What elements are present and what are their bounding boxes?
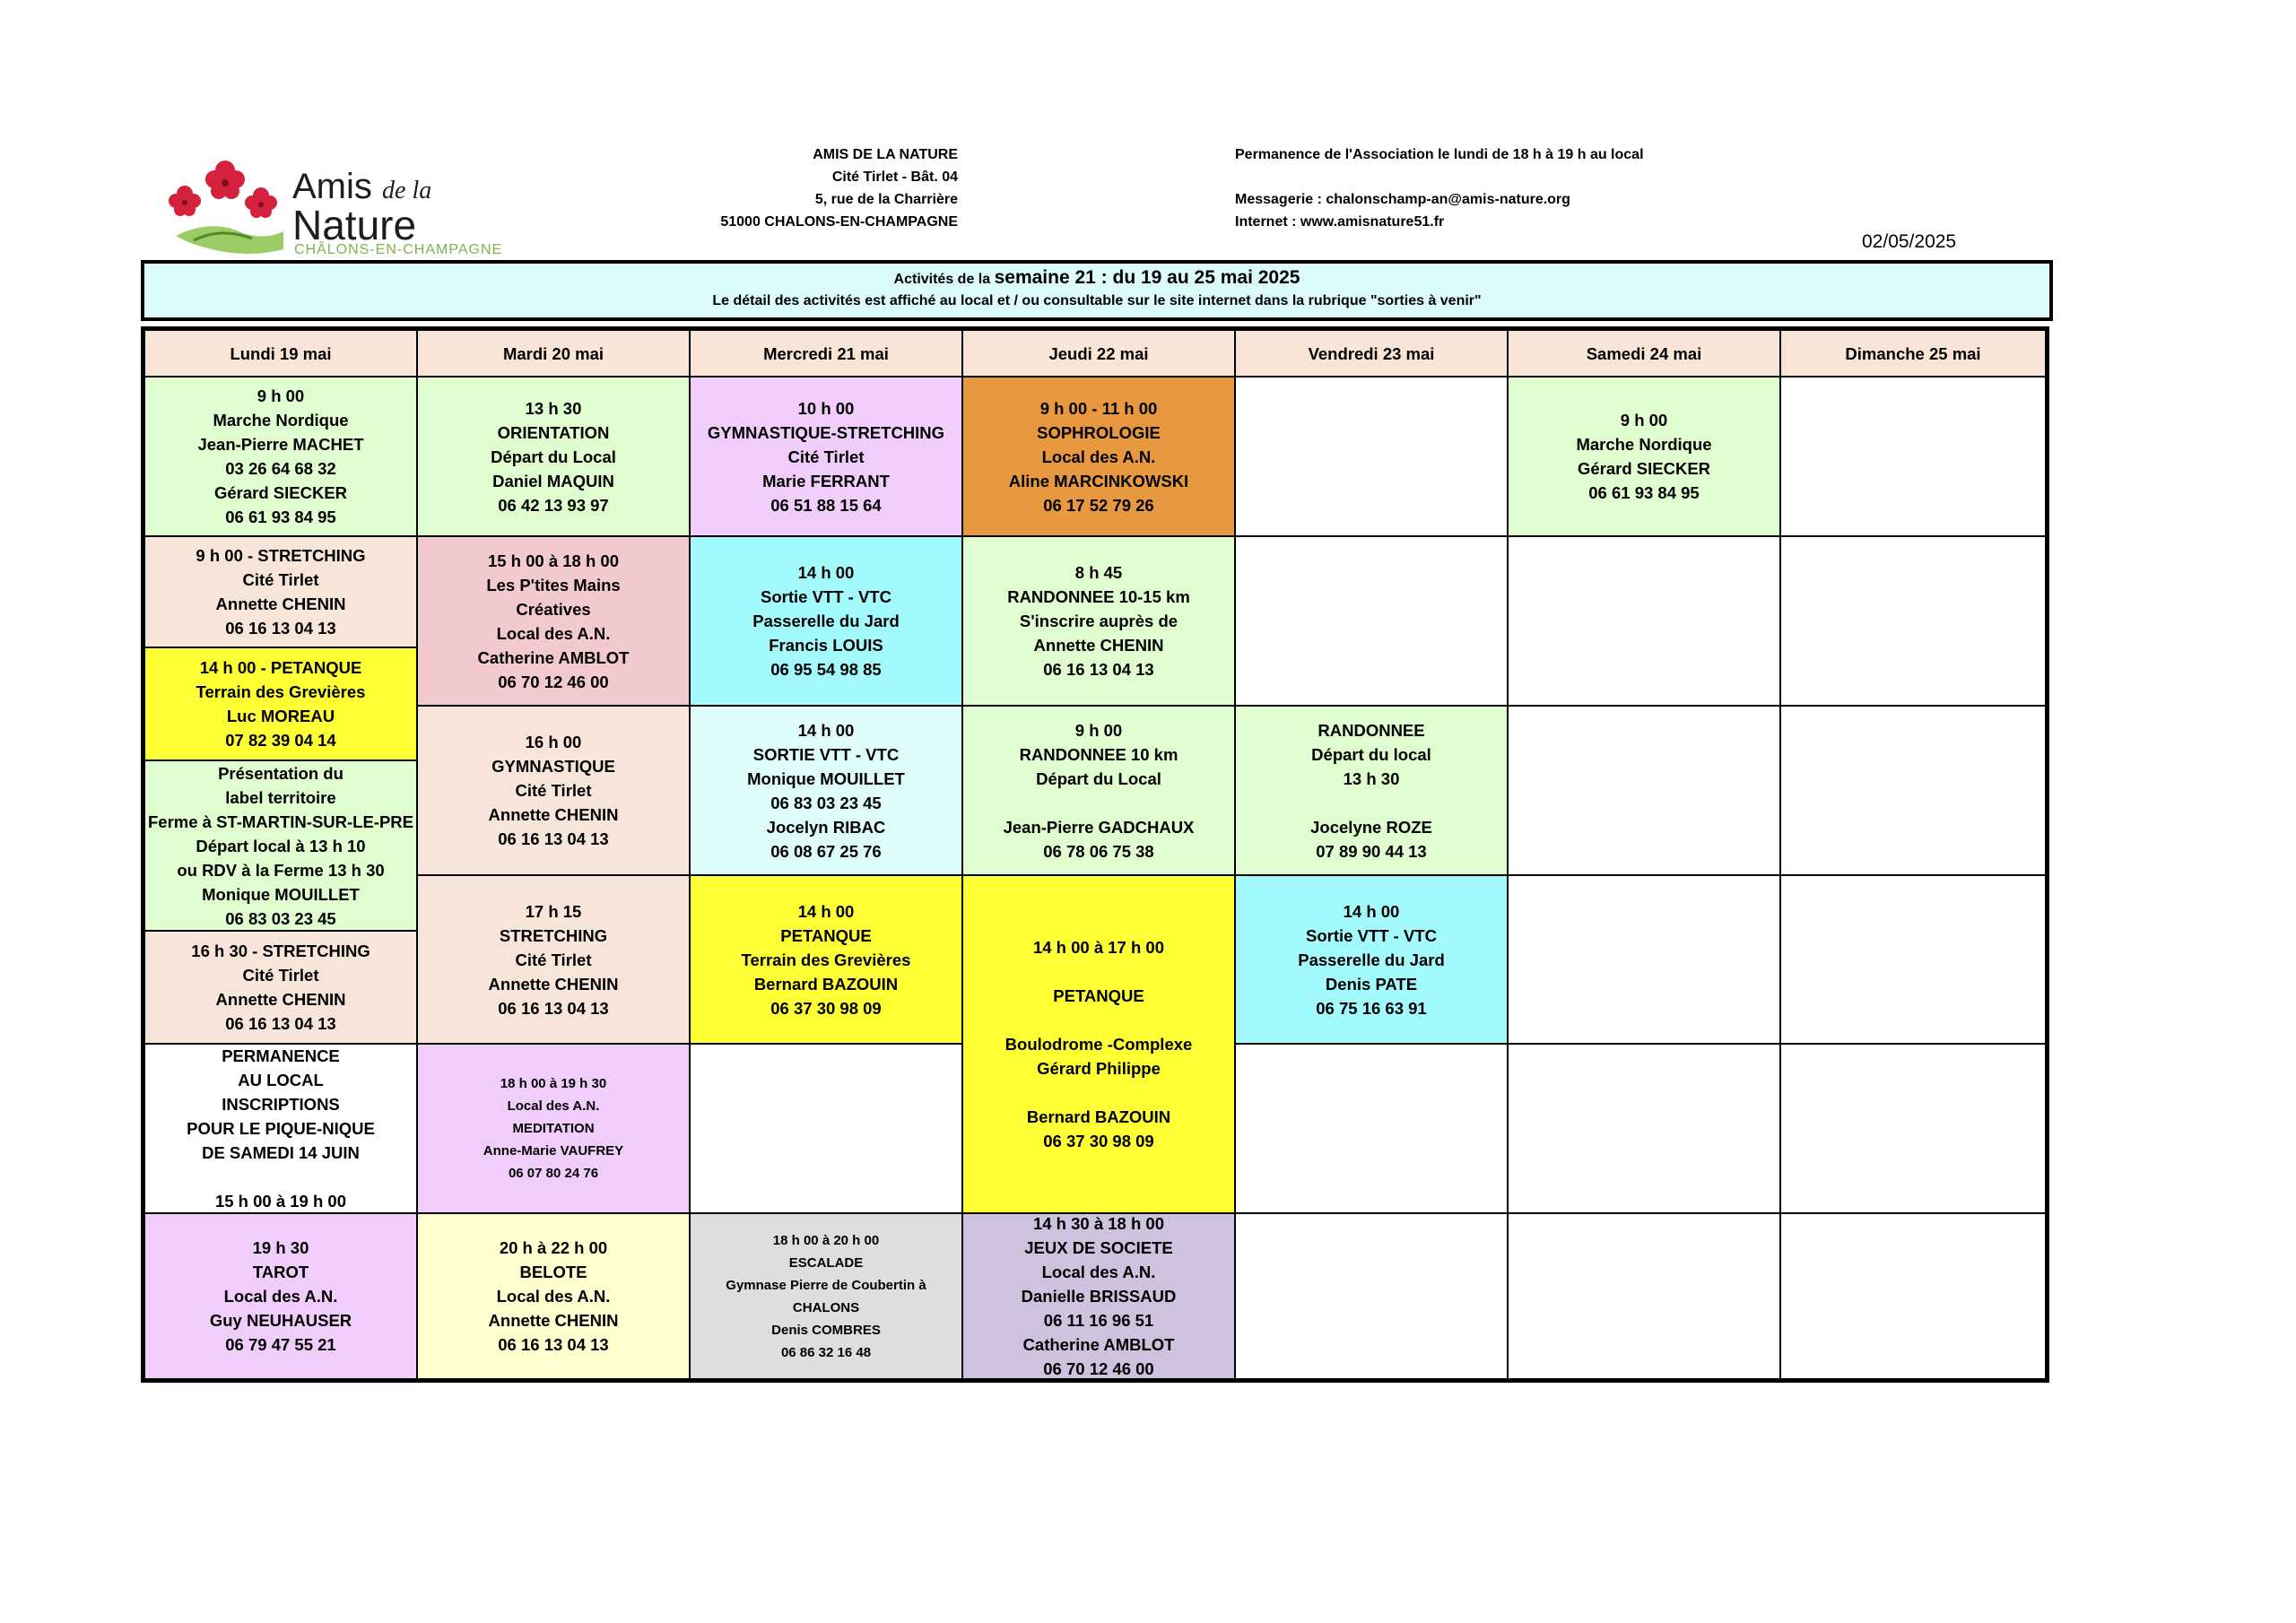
activity-line: MEDITATION	[512, 1121, 595, 1136]
activity-line: 13 h 30	[1343, 768, 1400, 788]
activity-line: 06 16 13 04 13	[1043, 660, 1154, 679]
activity-line: ORIENTATION	[497, 422, 610, 442]
activity-cell	[144, 536, 417, 647]
activity-cell	[144, 377, 417, 536]
empty-cell	[1508, 875, 1780, 1044]
activity-line: Catherine AMBLOT	[477, 647, 630, 667]
activity-line: 18 h 00 à 19 h 30	[500, 1076, 607, 1091]
activity-line: ESCALADE	[788, 1254, 864, 1271]
activity-line: 9 h 00	[257, 386, 305, 405]
activity-line: 06 95 54 98 85	[770, 660, 882, 679]
activity-cell	[690, 377, 962, 536]
activity-line: SOPHROLOGIE	[1037, 422, 1161, 442]
activity-cell	[144, 1044, 417, 1213]
activity-line: 06 37 30 98 09	[770, 998, 882, 1018]
activity-line: Guy NEUHAUSER	[209, 1311, 352, 1330]
activity-line	[1004, 791, 1195, 815]
activity-line: INSCRIPTIONS	[222, 1095, 340, 1114]
empty-cell	[1780, 706, 2046, 875]
activity-cell	[962, 875, 1235, 1213]
activity-line: 14 h 00	[1343, 901, 1400, 921]
activity-line: 10 h 00	[797, 398, 855, 418]
issue-date: 02/05/2025	[1862, 231, 1957, 252]
activity-line: 06 16 13 04 13	[498, 1335, 609, 1354]
activity-line: 06 51 88 15 64	[770, 495, 882, 515]
empty-cell	[1780, 536, 2046, 706]
activity-line: Marche Nordique	[1576, 435, 1712, 454]
email-text: Messagerie : chalonschamp-an@amis-nature.org	[1235, 192, 1570, 207]
day-header-friday: Vendredi 23 mai	[1235, 330, 1508, 377]
activity-line: Jocelyne ROZE	[1310, 817, 1432, 837]
activity-line: 9 h 00	[1074, 720, 1123, 740]
activity-line: Présentation du	[218, 763, 344, 783]
activity-line: Départ local à 13 h 10	[196, 836, 366, 855]
activity-line: STRETCHING	[499, 925, 608, 945]
activity-line: Danielle BRISSAUD	[1021, 1287, 1177, 1306]
activity-line: Daniel MAQUIN	[492, 471, 614, 490]
association-address: AMIS DE LA NATURE Cité Tirlet - Bât. 04 5, rue de la Charrière 51000 CHALONS-EN-CHAMPAGNE	[720, 147, 958, 230]
day-header-saturday: Samedi 24 mai	[1508, 330, 1780, 377]
activity-line: 17 h 15	[525, 901, 582, 921]
empty-cell	[1508, 1044, 1780, 1213]
activity-line: 06 75 16 63 91	[1316, 998, 1427, 1018]
empty-cell	[1508, 706, 1780, 875]
activity-line: PERMANENCE	[222, 1046, 340, 1065]
activity-line: 20 h à 22 h 00	[499, 1238, 608, 1257]
activity-line: Local des A.N.	[507, 1098, 600, 1114]
activity-line: 07 89 90 44 13	[1316, 841, 1427, 861]
activity-cell	[962, 706, 1235, 875]
activity-line: label territoire	[225, 787, 336, 807]
activity-line: PETANQUE	[1053, 986, 1144, 1005]
activity-cell	[417, 706, 690, 875]
activity-line: Annette CHENIN	[488, 805, 619, 824]
activity-cell	[417, 536, 690, 706]
activity-line: Monique MOUILLET	[747, 768, 905, 788]
activity-line: Denis PATE	[1325, 974, 1418, 994]
activity-line: Terrain des Grevières	[196, 682, 366, 701]
activity-line: 06 37 30 98 09	[1043, 1132, 1154, 1150]
activity-line: Passerelle du Jard	[752, 612, 900, 630]
activity-line: 19 h 30	[252, 1238, 309, 1257]
activity-line: 06 16 13 04 13	[498, 998, 609, 1018]
activity-line: Monique MOUILLET	[202, 884, 360, 904]
activity-line: Denis COMBRES	[771, 1322, 881, 1338]
activity-line: 14 h 00 à 17 h 00	[1032, 938, 1165, 957]
day-header-monday: Lundi 19 mai	[144, 330, 417, 377]
activity-line: 18 h 00 à 20 h 00	[772, 1232, 880, 1248]
empty-cell	[1508, 536, 1780, 706]
activity-line: 13 h 30	[525, 398, 582, 418]
activity-line: GYMNASTIQUE	[491, 757, 615, 776]
activity-line: Bernard BAZOUIN	[753, 974, 899, 994]
week-subtitle: Le détail des activités est affiché au local et / ou consultable sur le site internet dans la rubrique "sorties à venir"	[712, 293, 1482, 308]
activity-line: Local des A.N.	[496, 1287, 611, 1306]
activity-line: 14 h 30 à 18 h 00	[1032, 1214, 1165, 1233]
association-logo	[158, 151, 552, 258]
activity-line: Gymnase Pierre de Coubertin à	[726, 1277, 926, 1293]
website-text: Internet : www.amisnature51.fr	[1235, 214, 1445, 230]
activity-line: POUR LE PIQUE-NIQUE	[187, 1119, 375, 1138]
activity-line: Ferme à ST-MARTIN-SUR-LE-PRE	[147, 812, 414, 831]
activity-line: JEUX DE SOCIETE	[1024, 1238, 1173, 1257]
activity-line: Boulodrome -Complexe	[1004, 1035, 1193, 1054]
week-title-box	[141, 260, 2053, 321]
activity-line: Local des A.N.	[1041, 1263, 1156, 1281]
logo-title-line2: Nature	[292, 202, 417, 248]
activity-line: Cité Tirlet	[242, 966, 319, 985]
activity-line	[1005, 1008, 1193, 1032]
activity-line: Marie FERRANT	[762, 471, 890, 490]
activity-line: DE SAMEDI 14 JUIN	[202, 1143, 360, 1162]
activity-line: 16 h 00	[525, 733, 582, 751]
activity-line: 06 83 03 23 45	[225, 908, 336, 928]
activity-cell	[144, 760, 417, 931]
activity-line: 9 h 00 - STRETCHING	[196, 546, 366, 565]
day-header-wednesday: Mercredi 21 mai	[690, 330, 962, 377]
activity-cell	[1235, 706, 1508, 875]
activity-cell	[1508, 377, 1780, 536]
activity-line	[1310, 791, 1432, 815]
association-contact	[1235, 143, 1644, 233]
activity-cell	[690, 875, 962, 1044]
activity-line: Local des A.N.	[496, 623, 611, 643]
activity-line: RANDONNEE 10 km	[1019, 744, 1178, 764]
activity-line: Terrain des Grevières	[741, 950, 911, 969]
activity-line: 06 17 52 79 26	[1043, 495, 1154, 515]
activity-cell	[962, 377, 1235, 536]
activity-line: BELOTE	[519, 1263, 587, 1281]
activity-cell	[962, 1213, 1235, 1379]
activity-line: 06 16 13 04 13	[225, 619, 336, 638]
activity-line: 14 h 00	[797, 901, 855, 921]
activity-line: 9 h 00 - 11 h 00	[1039, 398, 1158, 418]
activity-line: 06 78 06 75 38	[1043, 841, 1154, 861]
activity-cell	[417, 1213, 690, 1379]
activity-line: Sortie VTT - VTC	[761, 587, 891, 606]
week-title: Activités de la semaine 21 : du 19 au 25 mai 2025	[893, 267, 1300, 288]
empty-cell	[1235, 1213, 1508, 1379]
activity-line: CHALONS	[792, 1299, 860, 1315]
activity-cell	[417, 377, 690, 536]
activity-line: Cité Tirlet	[515, 950, 592, 969]
day-header-tuesday: Mardi 20 mai	[417, 330, 690, 377]
activity-line: Jean-Pierre GADCHAUX	[1003, 817, 1195, 837]
activity-line: 06 08 67 25 76	[770, 841, 882, 861]
activity-line: 07 82 39 04 14	[225, 731, 336, 750]
activity-line: Aline MARCINKOWSKI	[1008, 471, 1189, 490]
activity-line: 8 h 45	[1074, 563, 1123, 582]
activity-line: Annette CHENIN	[488, 1311, 619, 1330]
activity-line: Anne-Marie VAUFREY	[483, 1143, 624, 1159]
logo-tagline: CHÂLONS-EN-CHAMPAGNE	[294, 242, 503, 257]
activity-cell	[144, 1213, 417, 1379]
day-header-sunday: Dimanche 25 mai	[1780, 330, 2046, 377]
activity-line: 06 07 80 24 76	[508, 1166, 599, 1181]
activity-line: Local des A.N.	[223, 1287, 338, 1306]
activity-line: GYMNASTIQUE-STRETCHING	[707, 422, 945, 442]
activity-line: Départ du Local	[491, 447, 616, 466]
activity-line: 15 h 00 à 19 h 00	[214, 1192, 347, 1211]
activity-line: 06 42 13 93 97	[498, 495, 609, 515]
activity-line: Passerelle du Jard	[1298, 950, 1445, 969]
activity-line: 06 11 16 96 51	[1043, 1311, 1154, 1330]
activity-cell	[417, 1044, 690, 1213]
activity-line: PETANQUE	[780, 925, 872, 945]
activity-line: 06 70 12 46 00	[1043, 1359, 1154, 1378]
logo-title-line1: Amis de la	[292, 167, 432, 206]
activity-line: 06 86 32 16 48	[780, 1344, 872, 1360]
activity-cell	[690, 536, 962, 706]
activity-line: RANDONNEE	[1318, 720, 1425, 740]
activity-line: SORTIE VTT - VTC	[752, 744, 900, 764]
activity-line: Luc MOREAU	[226, 707, 335, 725]
empty-cell	[1780, 1044, 2046, 1213]
activity-line: 14 h 00	[797, 720, 855, 740]
activity-line: RANDONNEE 10-15 km	[1007, 587, 1190, 606]
activity-cell	[962, 536, 1235, 706]
activity-line	[1005, 959, 1193, 984]
activity-line: 16 h 30 - STRETCHING	[191, 942, 370, 960]
activity-line: Gérard SIECKER	[1577, 459, 1711, 478]
empty-cell	[1508, 1213, 1780, 1379]
activity-cell	[144, 931, 417, 1044]
activity-line: 06 70 12 46 00	[498, 672, 609, 691]
activity-line: Cité Tirlet	[515, 781, 592, 800]
activity-line: Jean-Pierre MACHET	[197, 435, 364, 454]
activity-line: Catherine AMBLOT	[1022, 1335, 1175, 1354]
activity-line: Jocelyn RIBAC	[766, 817, 886, 837]
activity-line: 06 61 93 84 95	[225, 508, 336, 526]
activity-line: 14 h 00 - PETANQUE	[199, 658, 362, 677]
activity-line: Marche Nordique	[213, 411, 349, 430]
activity-line: 06 83 03 23 45	[770, 793, 882, 812]
flowers-hands-icon	[158, 151, 292, 258]
activity-line: S'inscrire auprès de	[1019, 612, 1178, 630]
activity-line: TAROT	[252, 1263, 309, 1281]
activity-cell	[690, 1213, 962, 1379]
activity-line: Départ du local	[1311, 744, 1431, 764]
activity-line: Francis LOUIS	[769, 636, 883, 655]
activity-line: 03 26 64 68 32	[225, 459, 336, 478]
empty-cell	[1235, 1044, 1508, 1213]
activity-line: 9 h 00	[1620, 411, 1668, 430]
activity-line: Gérard SIECKER	[213, 483, 348, 502]
activity-line: Annette CHENIN	[1033, 636, 1164, 655]
activity-line: Sortie VTT - VTC	[1306, 925, 1437, 945]
activity-line: 06 16 13 04 13	[498, 829, 609, 848]
empty-cell	[1780, 377, 2046, 536]
activity-line: Cité Tirlet	[242, 570, 319, 589]
activity-line: Départ du Local	[1036, 768, 1161, 788]
activity-line	[1005, 1081, 1193, 1105]
activity-cell	[1235, 875, 1508, 1044]
activity-line: Gérard Philippe	[1037, 1059, 1161, 1078]
activity-cell	[690, 706, 962, 875]
activity-line: Cité Tirlet	[787, 447, 865, 466]
activity-line: Local des A.N.	[1041, 447, 1156, 466]
activity-line: 15 h 00 à 18 h 00	[487, 551, 620, 570]
activity-line: 06 61 93 84 95	[1588, 483, 1700, 502]
activity-cell	[417, 875, 690, 1044]
empty-cell	[1235, 377, 1508, 536]
day-header-thursday: Jeudi 22 mai	[962, 330, 1235, 377]
activity-line: Créatives	[516, 599, 591, 619]
activity-line	[187, 1165, 375, 1189]
empty-cell	[690, 1044, 962, 1213]
activity-line: 06 79 47 55 21	[225, 1335, 336, 1354]
activity-line: ou RDV à la Ferme 13 h 30	[177, 860, 385, 880]
activity-line: 06 16 13 04 13	[225, 1014, 336, 1033]
activity-line: Bernard BAZOUIN	[1026, 1107, 1171, 1126]
empty-cell	[1780, 1213, 2046, 1379]
activity-line: Annette CHENIN	[215, 990, 346, 1009]
permanence-text: Permanence de l'Association le lundi de 18 h à 19 h au local	[1235, 147, 1644, 162]
empty-cell	[1235, 536, 1508, 706]
empty-cell	[1780, 875, 2046, 1044]
weekly-schedule	[141, 326, 2049, 1383]
activity-line: AU LOCAL	[238, 1071, 324, 1089]
activity-line: Annette CHENIN	[488, 974, 619, 994]
activity-line: Les P'tites Mains	[486, 575, 621, 595]
activity-line: 14 h 00	[797, 563, 855, 582]
activity-line: Annette CHENIN	[215, 595, 346, 613]
activity-cell	[144, 647, 417, 760]
